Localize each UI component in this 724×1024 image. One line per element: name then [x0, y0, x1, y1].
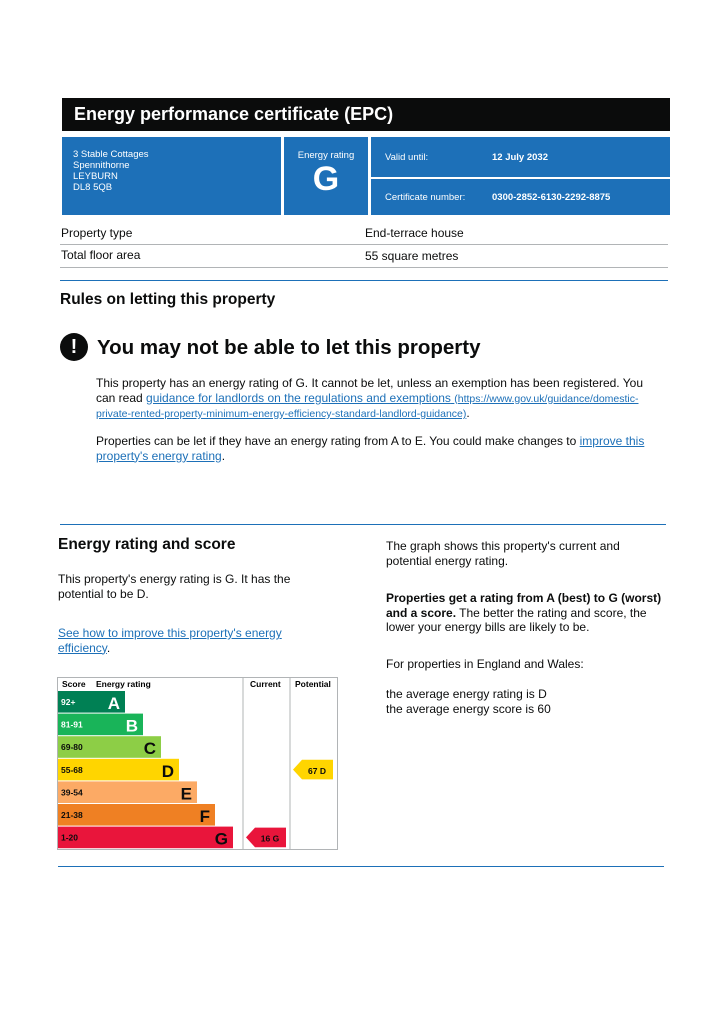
- band-score-range: 21-38: [61, 810, 83, 820]
- current-rating-marker-label: 16 G: [260, 833, 280, 844]
- floor-area-value: 55 square metres: [365, 249, 459, 263]
- energy-rating-box: [284, 137, 368, 215]
- band-score-range: 81-91: [61, 719, 83, 730]
- rules-text: Properties can be let if they have an energy rating from A to E. You could make changes to: [96, 434, 580, 448]
- link-text: guidance for landlords on the regulations and exemptions: [146, 390, 451, 405]
- potential-rating-marker-label: 67 D: [308, 765, 326, 776]
- band-letter: E: [180, 784, 192, 804]
- header-energy-rating: Energy rating: [96, 679, 151, 689]
- property-address: [62, 137, 281, 215]
- header-score: Score: [62, 679, 86, 689]
- band-letter: D: [161, 761, 174, 781]
- epc-rating-chart: [57, 677, 338, 850]
- property-type-value: End-terrace house: [365, 226, 464, 240]
- section-divider: [58, 866, 664, 867]
- warning-icon: !: [60, 333, 88, 361]
- energy-rating-label: Energy rating: [297, 150, 355, 161]
- address-line: Spennithorne: [73, 160, 130, 171]
- certificate-number-value: 0300-2852-6130-2292-8875: [492, 192, 611, 203]
- certificate-number-label: Certificate number:: [385, 192, 466, 203]
- address-line: LEYBURN: [73, 171, 118, 182]
- band-score-range: 55-68: [61, 764, 83, 775]
- rules-paragraph-2: [96, 434, 656, 463]
- section-divider: [60, 524, 666, 525]
- valid-until-label: Valid until:: [385, 152, 429, 163]
- band-letter: G: [214, 829, 228, 849]
- band-letter: C: [143, 739, 156, 759]
- band-score-range: 1-20: [61, 832, 79, 843]
- certificate-number-box: [371, 179, 670, 215]
- rating-explanation: [386, 591, 668, 635]
- rating-explanation-text: The better the rating and score, the lower your energy bills are likely to be.: [386, 605, 647, 634]
- floor-area-label: Total floor area: [61, 248, 141, 262]
- valid-until-box: [371, 137, 670, 177]
- divider: [60, 267, 668, 268]
- link-url: (https://www.gov.uk/guidance/domestic-private-rented-property-minimum-energy-efficiency-standard-landlord-guidance): [96, 392, 639, 420]
- link-end: .: [106, 640, 111, 655]
- header-potential: Potential: [295, 679, 331, 689]
- valid-until-value: 12 July 2032: [492, 152, 548, 163]
- band-score-range: 69-80: [61, 742, 83, 753]
- improve-efficiency-link[interactable]: See how to improve this property's energy efficiency: [58, 626, 282, 655]
- average-score: the average energy score is 60: [386, 702, 551, 716]
- score-heading: Energy rating and score: [58, 536, 236, 553]
- band-score-range: 92+: [61, 697, 76, 707]
- page-title: Energy performance certificate (EPC): [62, 98, 670, 131]
- score-summary: This property's energy rating is G. It has the potential to be D.: [58, 572, 291, 601]
- property-type-label: Property type: [61, 226, 133, 240]
- rules-text: .: [466, 406, 470, 420]
- rules-text: .: [221, 448, 226, 463]
- rules-text: This property has an energy rating of G. It cannot be let, unless an exemption has been registered. You can read: [96, 376, 644, 405]
- england-wales-text: For properties in England and Wales:: [386, 657, 584, 671]
- section-divider: [60, 280, 668, 281]
- band-letter: B: [125, 716, 138, 736]
- rules-heading: Rules on letting this property: [60, 291, 276, 308]
- band-score-range: 39-54: [61, 787, 83, 798]
- address-line: DL8 5QB: [73, 182, 113, 193]
- average-rating: the average energy rating is D: [386, 687, 547, 701]
- warning-title: You may not be able to let this property: [97, 336, 481, 359]
- energy-rating-value: G: [312, 160, 340, 198]
- header-current: Current: [250, 679, 281, 689]
- rating-explanation-bold: Properties get a rating from A (best) to G (worst) and a score.: [386, 591, 662, 620]
- improve-rating-link[interactable]: improve this property's energy rating: [96, 434, 645, 463]
- graph-description: The graph shows this property's current and potential energy rating.: [386, 539, 620, 568]
- address-line: 3 Stable Cottages: [73, 149, 149, 160]
- divider: [60, 244, 668, 245]
- rating-band-g: [58, 827, 233, 849]
- landlord-guidance-link[interactable]: [96, 391, 639, 421]
- band-letter: A: [107, 694, 120, 713]
- band-letter: F: [199, 807, 210, 826]
- rules-paragraph-1: [96, 376, 656, 422]
